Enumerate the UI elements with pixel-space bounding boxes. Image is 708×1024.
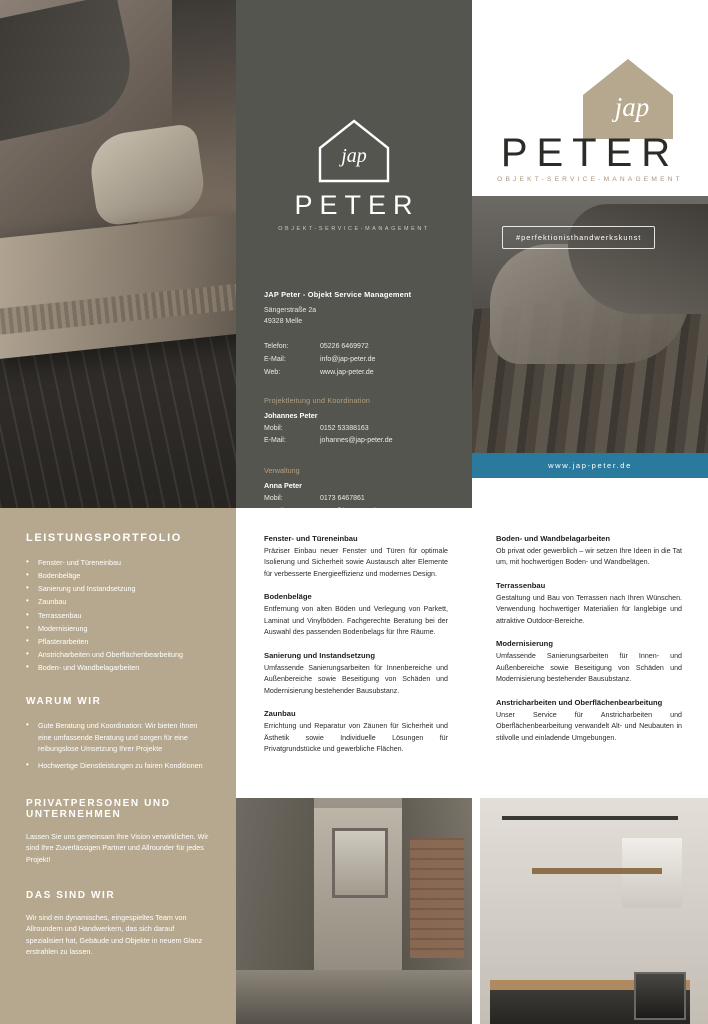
photo-floor-laying — [472, 196, 708, 478]
photo-ceiling-rail — [502, 816, 678, 820]
private-text: Lassen Sie uns gemeinsam Ihre Vision verwirklichen. Wir sind Ihre Zuverlässigen Partner und Allrounder für jedes Projekt! — [26, 831, 209, 864]
list-item: • Modernisierung — [26, 623, 210, 635]
contact-value[interactable]: www.jap-peter.de — [320, 368, 374, 376]
list-item: • Anstricharbeiten und Oberflächenbearbeitung — [26, 649, 210, 661]
portfolio-column — [0, 508, 236, 1024]
list-item: • Hochwertige Dienstleistungen zu fairen Konditionen — [26, 760, 210, 772]
service-title: Boden- und Wandbelagarbeiten — [496, 534, 611, 543]
contact-value: 0152 53388163 — [320, 424, 369, 432]
list-item: • Terrassenbau — [26, 610, 210, 622]
about-text: Wir sind ein dynamisches, eingespieltes Team von Allroundern und Handwerkern, das sich darauf spezialisiert hat, Gebäude und Objekte in neuem Glanz erstrahlen zu lassen. — [26, 912, 203, 957]
contact-row — [264, 367, 444, 380]
photo-gap — [472, 798, 480, 1024]
person-name-anna: Anna Peter — [264, 481, 302, 491]
list-item: • Bodenbeläge — [26, 570, 210, 582]
service-title: Anstricharbeiten und Oberflächenbearbeitung — [496, 697, 663, 707]
contact-label: E-Mail: — [264, 355, 286, 363]
service-title: Bodenbeläge — [264, 592, 312, 602]
list-item: • Fenster- und Türeneinbau — [26, 557, 210, 569]
list-item: • Pflasterarbeiten — [26, 636, 210, 648]
contact-label: Mobil: — [264, 424, 283, 432]
contact-row — [264, 423, 444, 436]
contact-row — [264, 493, 444, 506]
contact-panel — [236, 0, 472, 508]
portfolio-list — [26, 557, 210, 674]
contact-row — [264, 435, 444, 448]
service-text: Entfernung von alten Böden und Verlegung von Parkett, Laminat und Vinylböden. Fachgerechte Beratung bei der Auswahl des passenden Bodenbelags für Ihre Räume. — [264, 605, 448, 637]
private-title: PRIVATPERSONEN UND UNTERNEHMEN — [26, 797, 171, 820]
service-block — [264, 651, 448, 697]
contact-value: 05226 6469972 — [320, 342, 369, 350]
service-title: Zaunbau — [264, 709, 296, 719]
service-text: Errichtung und Reparatur von Zäunen für Sicherheit und Ästhetik sowie Individuelle Lösungen für Privatgrundstücke und gewerbliche Flächen. — [264, 722, 448, 754]
brand-name-light: PETER — [500, 131, 680, 175]
contact-value: 0173 6467861 — [320, 495, 365, 503]
contact-label: Web: — [264, 368, 281, 376]
portfolio-title: LEISTUNGSPORTFOLIO — [26, 532, 182, 544]
photo-window — [332, 828, 388, 898]
section-title-projektleitung: Projektleitung und Koordination — [264, 395, 371, 405]
service-title: Fenster- und Türeneinbau — [264, 534, 358, 543]
service-text: Ob privat oder gewerblich – wir setzen Ihre Ideen in die Tat um, mit hochwertigen Boden- und Wandbelägen. — [496, 547, 682, 567]
photo-kitchen — [472, 798, 708, 1024]
list-item: • Gute Beratung und Koordination: Wir bieten Ihnen eine umfassende Beratung und sorgen für eine reibungslose Umsetzung Ihrer Projekte — [26, 720, 210, 755]
contact-value[interactable]: info@jap-peter.de — [320, 355, 376, 363]
photo-room-floor — [236, 970, 472, 1024]
photo-renovation-room — [236, 798, 472, 1024]
contact-row — [264, 341, 444, 354]
service-text: Umfassende Sanierungsarbeiten für Innenbereiche und Außenbereiche sowie Beseitigung von Schäden und Modernisierung bestehender Bausubstanz. — [264, 663, 448, 695]
service-text: Umfassende Sanierungsarbeiten für Innen- und Außenbereiche sowie Beseitigung von Schäden und Modernisierung bestehender Bausubstanz. — [496, 652, 682, 684]
service-title: Sanierung und Instandsetzung — [264, 650, 375, 660]
service-block — [496, 639, 682, 685]
contact-label: E-Mail: — [264, 437, 286, 445]
why-title: WARUM WIR — [26, 695, 102, 707]
photo-brick-patch — [410, 838, 464, 958]
lower-section — [0, 508, 708, 1024]
photo-tiling-worker — [0, 0, 236, 508]
contact-label: Mobil: — [264, 495, 283, 503]
photo-kitchen-shelf — [532, 868, 662, 874]
service-title: Terrassenbau — [496, 580, 546, 590]
brand-tagline-dark: OBJEKT-SERVICE-MANAGEMENT — [278, 226, 430, 232]
website-bar[interactable]: www.jap-peter.de — [472, 453, 708, 478]
svg-text:jap: jap — [341, 145, 367, 167]
service-block — [264, 592, 448, 638]
service-block — [496, 698, 682, 744]
company-name: JAP Peter - Objekt Service Management — [264, 290, 412, 299]
why-list — [26, 720, 210, 772]
list-item: • Zaunbau — [26, 596, 210, 608]
brand-tagline-light: OBJEKT-SERVICE-MANAGEMENT — [497, 176, 683, 183]
service-text: Präziser Einbau neuer Fenster und Türen für optimale Isolierung und Sicherheit sowie Austausch alter Elemente für verbesserte Energieeffizienz und modernes Design. — [264, 547, 448, 578]
address-street: Sängerstraße 2a — [264, 307, 317, 314]
list-item: • Boden- und Wandbelagarbeiten — [26, 662, 210, 674]
contact-rows — [264, 341, 444, 380]
service-block — [264, 534, 448, 580]
photo-tile-shape — [0, 213, 236, 359]
list-item: • Sanierung und Instandsetzung — [26, 583, 210, 595]
contact-label: Telefon: — [264, 342, 289, 350]
company-address — [264, 306, 444, 328]
person-name-johannes: Johannes Peter — [264, 410, 318, 420]
top-band — [0, 0, 708, 508]
service-block — [496, 534, 682, 569]
section-title-verwaltung: Verwaltung — [264, 466, 300, 476]
services-column-2 — [472, 508, 708, 798]
service-text: Unser Service für Anstricharbeiten und Oberflächenbearbeitung verwandelt Alt- und Neubauten in stilvolle und einladende Umgebungen. — [496, 710, 682, 742]
service-block — [264, 709, 448, 755]
services-column-1 — [236, 508, 472, 798]
service-text: Gestaltung und Bau von Terrassen nach Ihren Wünschen. Verwendung hochwertiger Materialien für langlebige und attraktive Outdoor-Bereiche. — [496, 593, 682, 625]
contact-value[interactable]: johannes@jap-peter.de — [320, 437, 393, 445]
service-block — [496, 581, 682, 627]
contact-row — [264, 354, 444, 367]
brand-name-dark: PETER — [294, 190, 420, 220]
logo-block-dark — [264, 118, 444, 232]
photo-kitchen-oven — [634, 972, 686, 1020]
service-title: Modernisierung — [496, 639, 553, 649]
cover-panel — [472, 0, 708, 508]
person1-rows — [264, 423, 444, 449]
hashtag-badge: #perfektionisthandwerkskunst — [502, 226, 655, 249]
about-title: DAS SIND WIR — [26, 889, 116, 901]
house-logo-icon — [317, 118, 391, 184]
svg-text:jap: jap — [614, 92, 650, 122]
address-city: 49328 Melle — [264, 317, 303, 325]
